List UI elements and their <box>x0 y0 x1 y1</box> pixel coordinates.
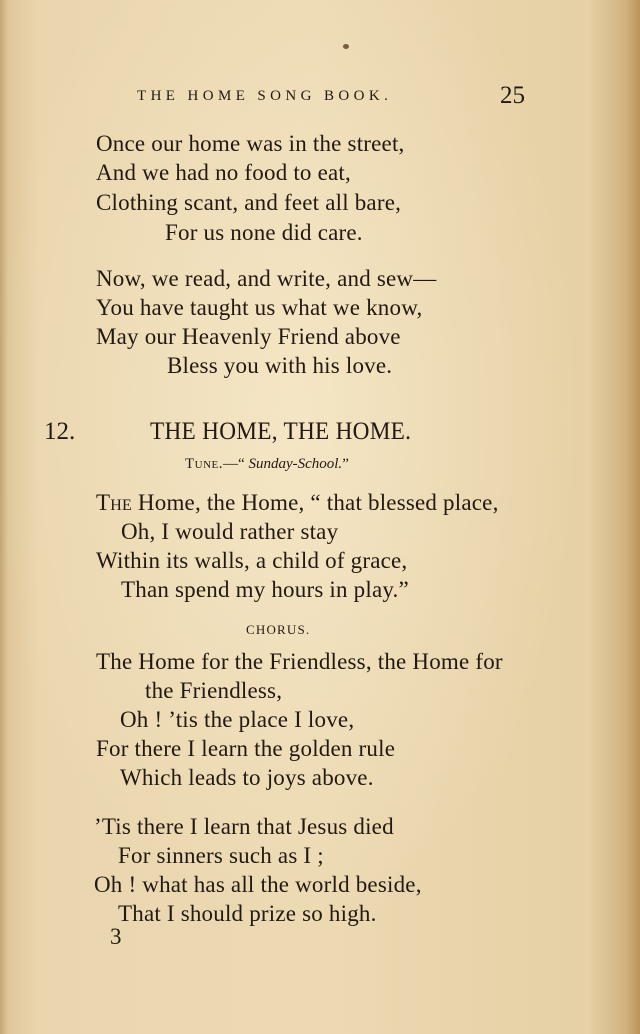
ink-spot <box>343 44 349 49</box>
chorus-label: CHORUS. <box>246 622 311 637</box>
verse-1-first-word: The <box>96 490 132 515</box>
chorus-line-3: Oh ! ’tis the place I love, <box>120 707 355 732</box>
page-edge-shadow <box>626 0 640 1034</box>
verse-1-line-2: Oh, I would rather stay <box>121 519 339 544</box>
hymn-number: 12. <box>44 418 76 445</box>
stanza-a-line-4: For us none did care. <box>165 220 363 245</box>
hymn-title: THE HOME, THE HOME. <box>150 418 412 445</box>
stanza-b-line-3: May our Heavenly Friend above <box>96 324 401 349</box>
verse-1-line-1-rest: Home, the Home, “ that blessed place, <box>131 490 499 515</box>
verse-1-line-1 <box>96 489 499 517</box>
verse-1-line-4: Than spend my hours in play.” <box>121 577 409 602</box>
signature-mark: 3 <box>110 924 122 949</box>
stanza-b-line-2: You have taught us what we know, <box>96 295 423 320</box>
stanza-a-line-1: Once our home was in the street, <box>96 131 405 156</box>
verse-2-line-2: For sinners such as I ; <box>118 843 324 868</box>
stanza-a-line-2: And we had no food to eat, <box>96 160 351 185</box>
tune-dash: —“ <box>223 456 249 472</box>
verse-2-line-4: That I should prize so high. <box>118 901 377 926</box>
verse-2-line-1: ’Tis there I learn that Jesus died <box>94 814 394 839</box>
chorus-line-4: For there I learn the golden rule <box>96 736 396 761</box>
stanza-a-line-3: Clothing scant, and feet all bare, <box>96 190 402 215</box>
tune-name: Sunday-School. <box>248 456 343 472</box>
stanza-b-line-1: Now, we read, and write, and sew— <box>96 266 437 291</box>
chorus-line-5: Which leads to joys above. <box>120 765 374 790</box>
page-number: 25 <box>500 82 525 109</box>
verse-2-line-3: Oh ! what has all the world beside, <box>94 872 422 897</box>
running-head: THE HOME SONG BOOK. <box>137 88 393 104</box>
tune-line <box>185 456 349 473</box>
chorus-line-1: The Home for the Friendless, the Home for <box>96 649 503 674</box>
chorus-line-2: the Friendless, <box>145 678 283 703</box>
verse-1-line-3: Within its walls, a child of grace, <box>96 548 408 573</box>
tune-label: Tune. <box>185 456 224 472</box>
page-gutter-shadow <box>0 0 8 1034</box>
tune-close-quote: ” <box>342 456 349 472</box>
stanza-b-line-4: Bless you with his love. <box>167 353 393 378</box>
